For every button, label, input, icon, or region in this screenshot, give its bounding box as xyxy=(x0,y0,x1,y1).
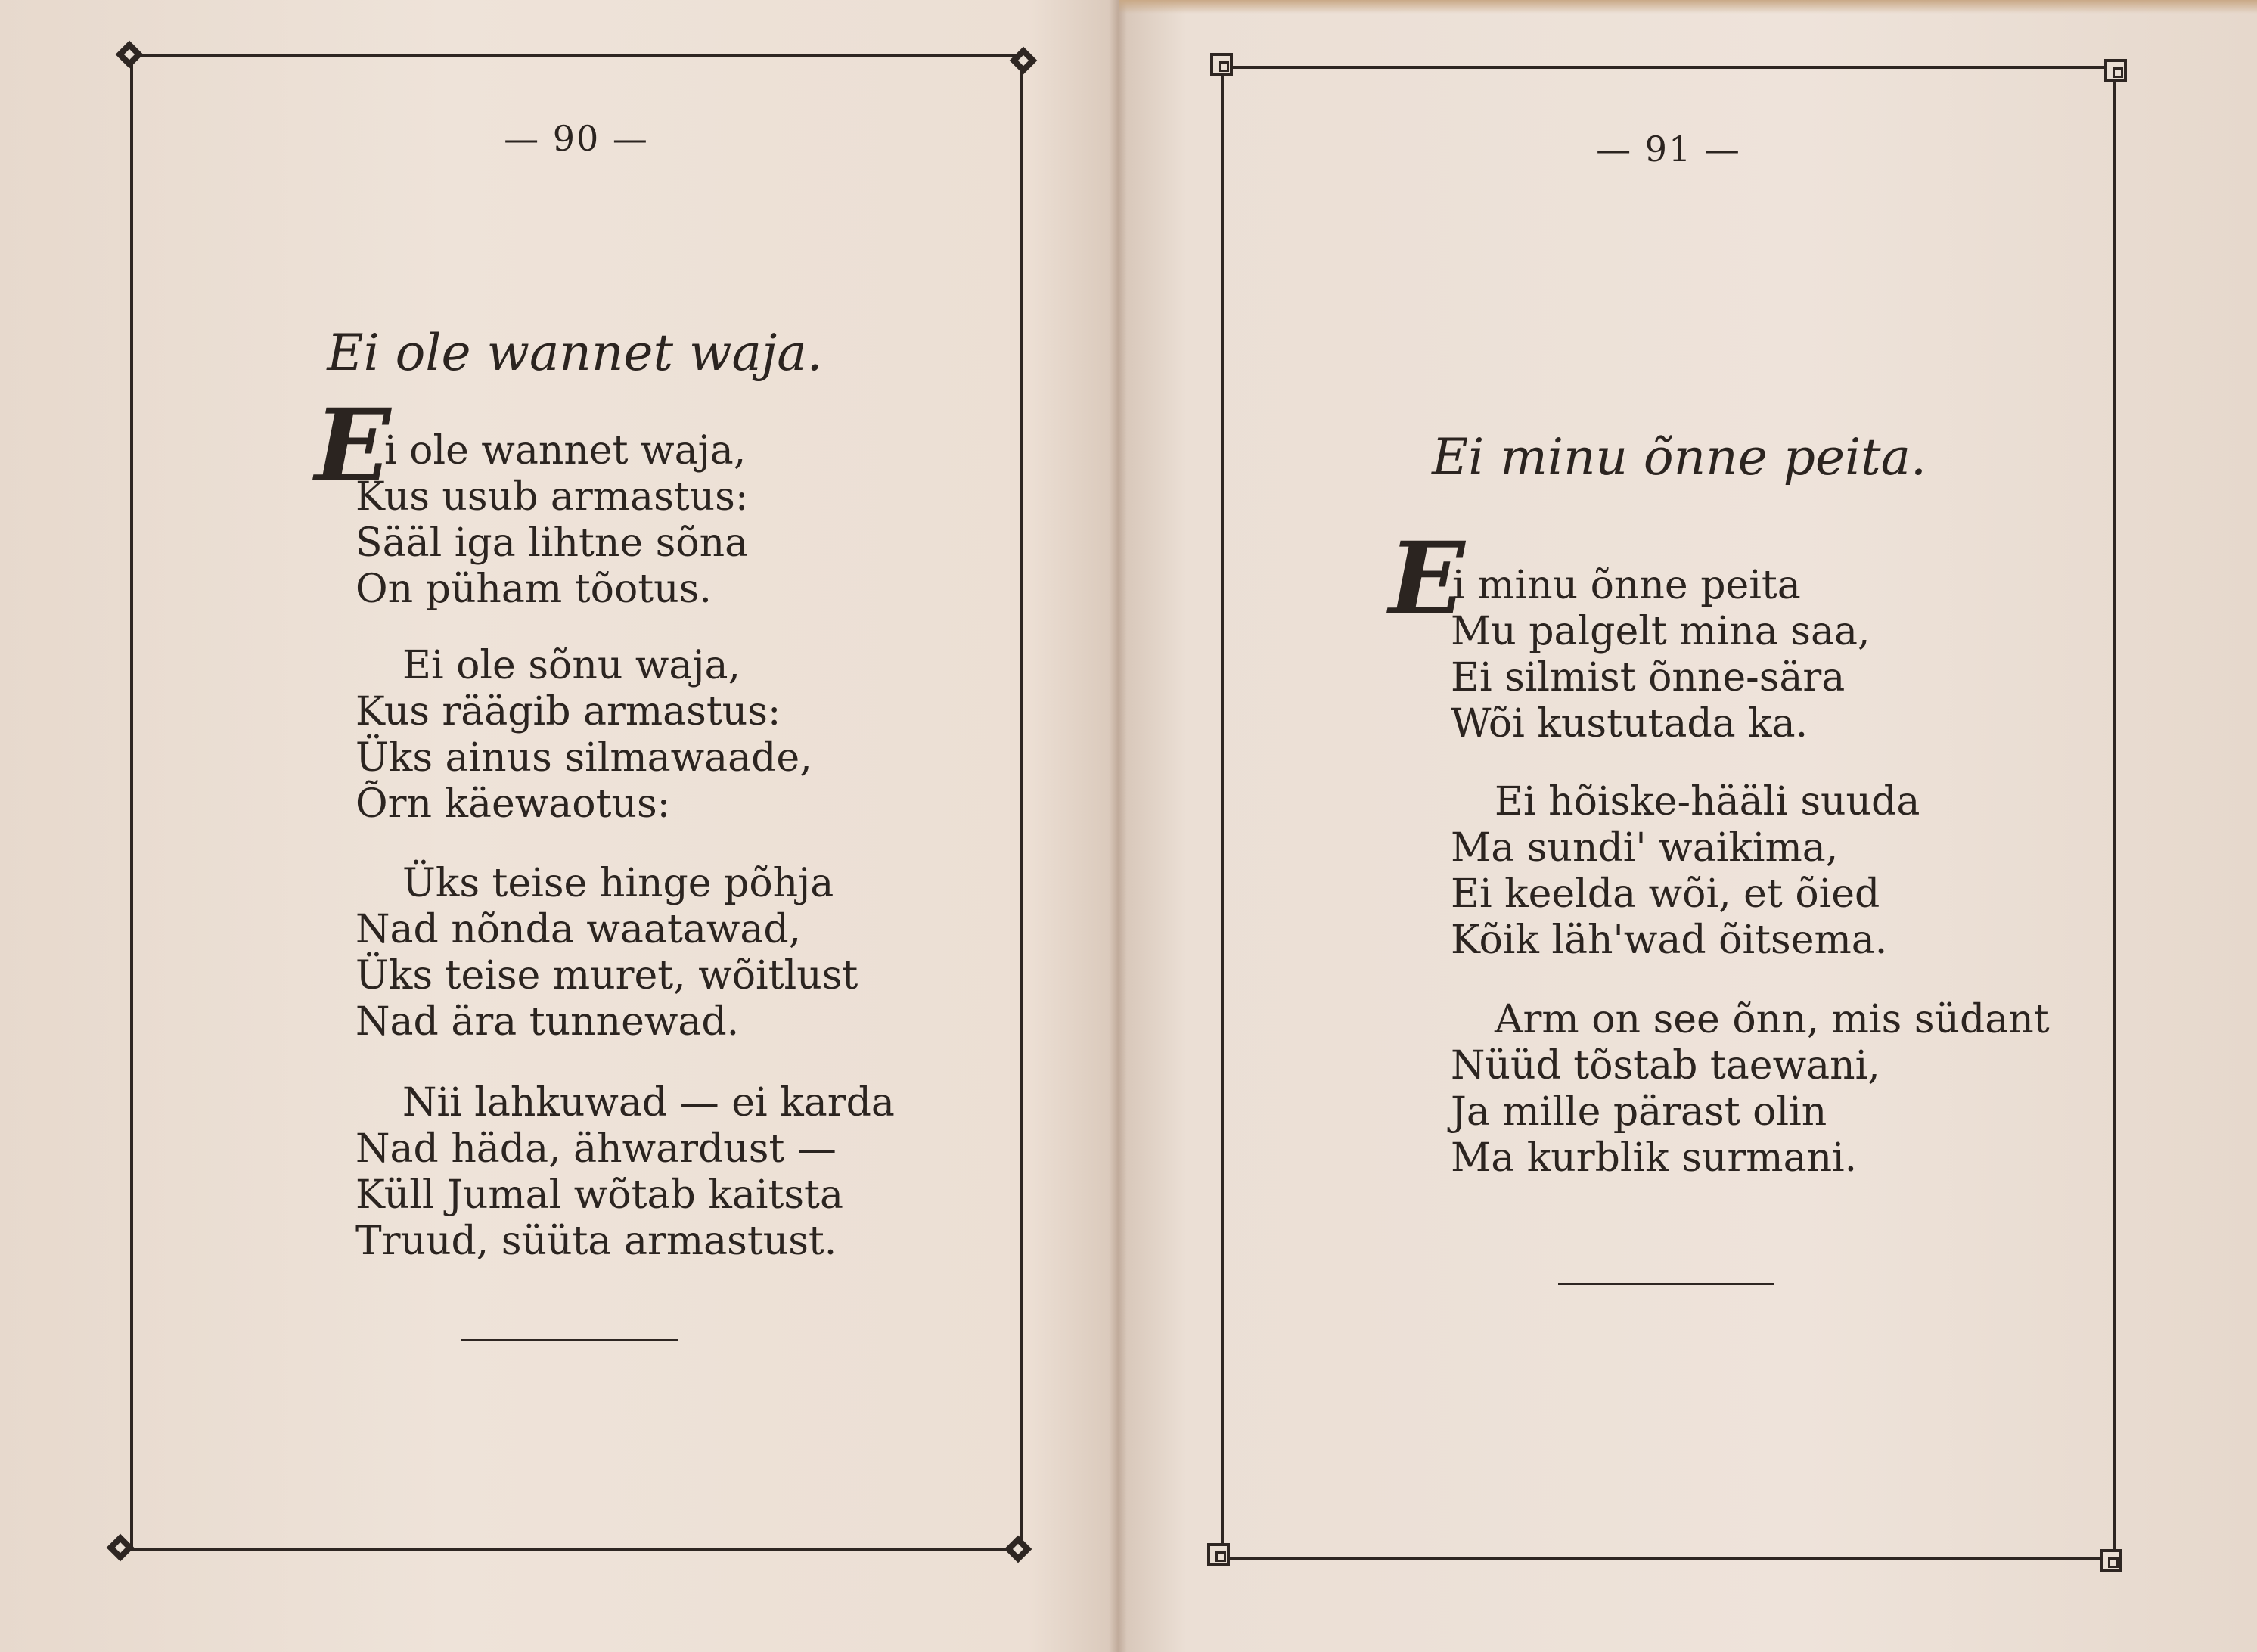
corner-square-icon xyxy=(1207,1543,1230,1566)
verse-line: Ei silmist õnne-sära xyxy=(1451,655,1846,700)
verse-line: Nad häda, ähwardust — xyxy=(355,1126,837,1172)
left-frame-top xyxy=(130,54,1023,57)
stanza xyxy=(1451,779,1920,964)
left-frame-right xyxy=(1020,57,1023,1549)
corner-square-icon xyxy=(1210,53,1233,76)
verse-line: Nüüd tõstab taewani, xyxy=(1451,1043,1880,1088)
verse-line: Nad nõnda waatawad, xyxy=(355,907,802,952)
verse-line: Kus usub armastus: xyxy=(355,474,749,520)
left-frame-bottom xyxy=(121,1548,1018,1551)
stanza xyxy=(1451,997,2050,1182)
page-number: — 91 — xyxy=(1596,129,1741,169)
stanza xyxy=(355,474,748,613)
verse-line: Ja mille pärast olin xyxy=(1451,1089,1827,1135)
verse-line: Sääl iga lihtne sõna xyxy=(355,520,749,566)
verse-line: Nad ära tunnewad. xyxy=(355,999,740,1045)
verse-line: i ole wannet waja, xyxy=(384,428,747,474)
right-frame-top xyxy=(1225,66,2115,69)
drop-cap: E xyxy=(315,387,391,505)
stanza xyxy=(384,428,746,474)
book-gutter xyxy=(1109,0,1127,1652)
verse-line: Kõik läh'wad õitsema. xyxy=(1451,918,1888,963)
left-frame-left xyxy=(130,54,133,1549)
stanza xyxy=(355,861,858,1045)
stanza xyxy=(1451,609,1870,747)
verse-line: Ei keelda wõi, et õied xyxy=(1451,871,1880,917)
verse-line: Kus räägib armastus: xyxy=(355,689,781,734)
drop-cap: E xyxy=(1389,520,1465,638)
verse-line: Arm on see õnn, mis südant xyxy=(1495,997,2050,1042)
poem-title: Ei minu õnne peita. xyxy=(1431,428,1926,486)
verse-line: Mu palgelt mina saa, xyxy=(1451,609,1870,654)
right-frame-bottom xyxy=(1219,1557,2113,1560)
poem-title: Ei ole wannet waja. xyxy=(327,324,823,382)
verse-line: Ma kurblik surmani. xyxy=(1451,1135,1858,1181)
page-number: — 90 — xyxy=(504,118,649,159)
right-frame-right xyxy=(2113,70,2116,1558)
verse-line: Ei hõiske-hääli suuda xyxy=(1495,779,1920,824)
stanza xyxy=(1452,563,1801,609)
stanza xyxy=(355,643,812,828)
page-edge-shadow xyxy=(1119,0,2257,14)
end-rule xyxy=(461,1339,678,1341)
verse-line: Üks ainus silmawaade, xyxy=(355,735,812,781)
corner-square-icon xyxy=(2104,59,2127,82)
verse-line: Wõi kustutada ka. xyxy=(1451,701,1808,747)
verse-line: Nii lahkuwad — ei karda xyxy=(402,1080,895,1126)
stanza xyxy=(355,1080,895,1265)
right-frame-left xyxy=(1221,67,1224,1557)
verse-line: Truud, süüta armastust. xyxy=(355,1219,837,1264)
verse-line: Küll Jumal wõtab kaitsta xyxy=(355,1172,843,1218)
verse-line: i minu õnne peita xyxy=(1452,563,1801,608)
verse-line: Üks teise hinge põhja xyxy=(402,861,834,906)
verse-line: Ma sundi' waikima, xyxy=(1451,825,1839,871)
verse-line: Ei ole sõnu waja, xyxy=(402,643,741,688)
corner-square-icon xyxy=(2100,1549,2122,1572)
verse-line: On püham tõotus. xyxy=(355,567,712,612)
verse-line: Õrn käewaotus: xyxy=(355,781,671,827)
end-rule xyxy=(1558,1283,1774,1285)
verse-line: Üks teise muret, wõitlust xyxy=(355,953,858,998)
